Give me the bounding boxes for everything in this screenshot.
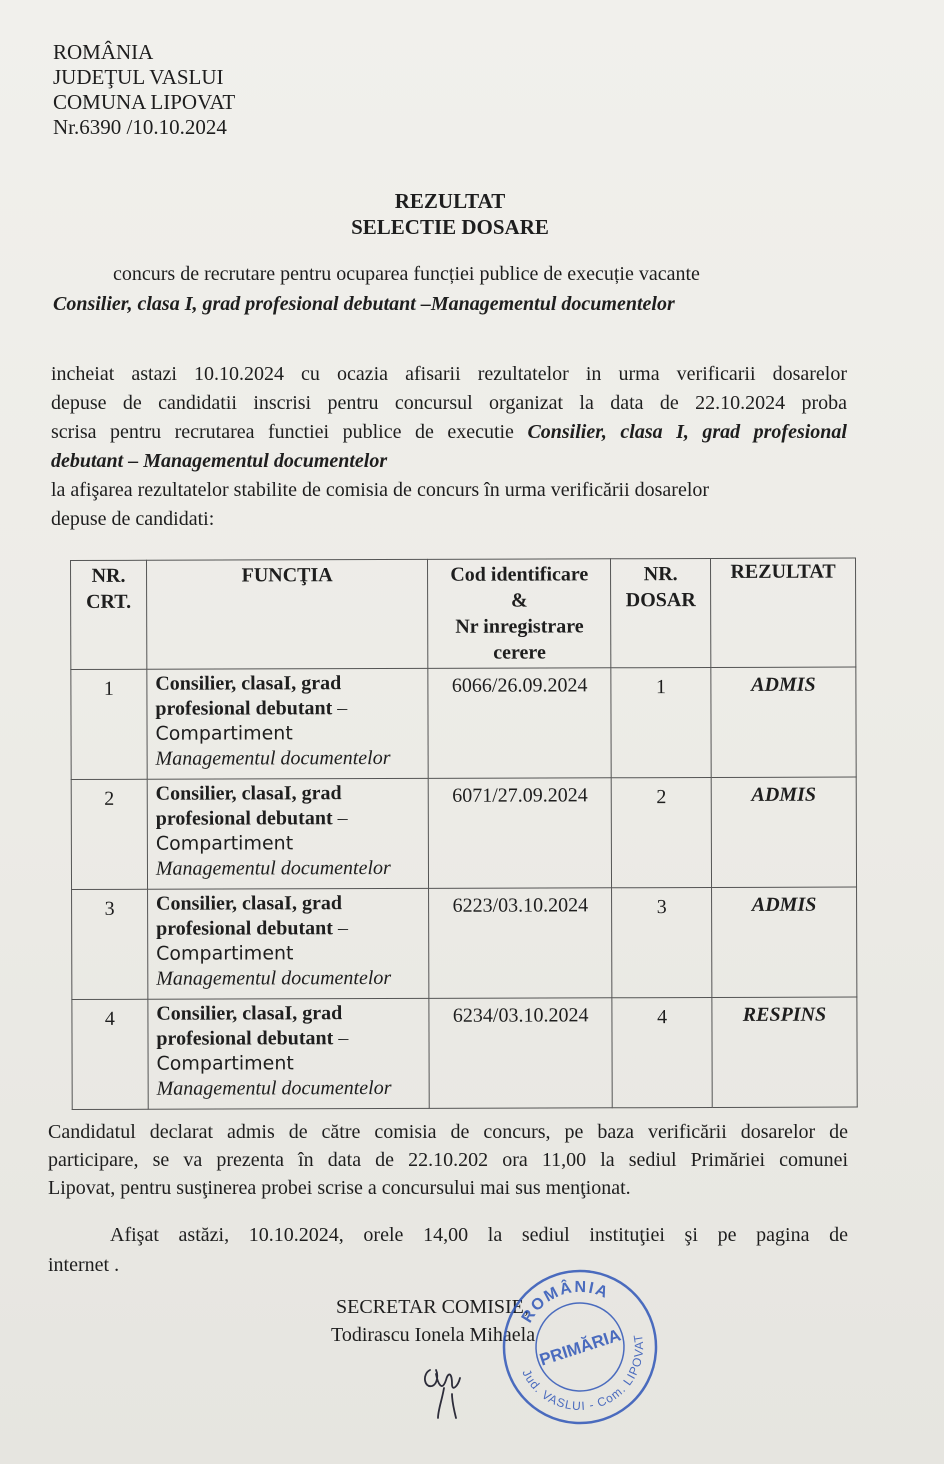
cell-nr-dosar: 4	[612, 997, 712, 1107]
header-rezultat: REZULTAT	[711, 558, 856, 667]
table-row	[72, 887, 857, 999]
signer-role: SECRETAR COMISIE,	[336, 1296, 529, 1318]
header-cod-identificare: Cod identificare & Nr inregistrare cerere	[428, 559, 611, 669]
handwritten-signature	[408, 1340, 488, 1420]
results-table	[70, 558, 858, 1110]
paragraph-line	[51, 418, 847, 447]
intro-position: Consilier, clasa I, grad profesional debutant –Managementul documentelor	[53, 293, 675, 315]
header-county: JUDEŢUL VASLUI	[53, 65, 224, 89]
posting-line: internet .	[48, 1254, 120, 1276]
cell-nr-crt: 4	[72, 999, 148, 1109]
cell-nr-dosar: 2	[611, 777, 711, 887]
cell-nr-dosar: 3	[612, 887, 712, 997]
table-row	[71, 667, 856, 779]
closing-line: Lipovat, pentru susţinerea probei scrise a concursului mai sus menţionat.	[48, 1177, 631, 1199]
posting-line: Afişat astăzi, 10.10.2024, orele 14,00 la sediul instituţiei şi pe pagina de	[110, 1224, 848, 1246]
cell-rezultat: RESPINS	[712, 997, 857, 1107]
cell-cod: 6223/03.10.2024	[429, 888, 612, 999]
paragraph-position-bold: debutant – Managementul documentelor	[51, 450, 388, 472]
header-nr-dosar: NR. DOSAR	[611, 558, 711, 667]
cell-cod: 6066/26.09.2024	[428, 668, 611, 779]
posting-notice	[48, 1220, 848, 1280]
closing-paragraph	[48, 1118, 848, 1202]
intro-text: concurs de recrutare pentru ocuparea funcției publice de execuție vacante	[113, 263, 700, 285]
paragraph-text: scrisa pentru recrutarea functiei publice de executie	[51, 421, 514, 443]
document-title: REZULTAT	[394, 189, 506, 213]
table-header-row	[71, 558, 856, 669]
stamp-center-text: PRIMĂRIA	[537, 1325, 624, 1370]
paragraph-position-bold: Consilier, clasa I, grad profesional	[527, 421, 847, 443]
cell-functia: Consilier, clasaI, grad profesional debutant – Compartiment Managementul documentelor	[147, 888, 429, 999]
cell-nr-crt: 1	[71, 669, 147, 779]
header-registration-number: Nr.6390 /10.10.2024	[53, 115, 227, 139]
cell-rezultat: ADMIS	[712, 887, 857, 997]
cell-nr-crt: 2	[71, 779, 147, 889]
header-nr-crt: NR. CRT.	[71, 560, 147, 669]
signer-name: Todirascu Ionela Mihaela	[331, 1324, 536, 1346]
cell-nr-crt: 3	[72, 889, 148, 999]
cell-functia: Consilier, clasaI, grad profesional debutant – Compartiment Managementul documentelor	[147, 778, 429, 889]
closing-line: Candidatul declarat admis de către comisia de concurs, pe baza verificării dosarelor de	[48, 1121, 848, 1143]
table-row	[72, 997, 857, 1109]
document-header	[53, 40, 235, 140]
header-commune: COMUNA LIPOVAT	[53, 90, 236, 114]
official-stamp	[495, 1262, 665, 1432]
cell-functia: Consilier, clasaI, grad profesional debutant – Compartiment Managementul documentelor	[148, 998, 430, 1109]
header-country: ROMÂNIA	[53, 40, 154, 64]
paragraph-line: incheiat astazi 10.10.2024 cu ocazia afisarii rezultatelor in urma verificarii dosarelor	[51, 363, 847, 385]
minutes-paragraph	[51, 360, 847, 534]
header-functia: FUNCŢIA	[146, 559, 428, 669]
table-row	[71, 777, 856, 889]
cell-cod: 6071/27.09.2024	[429, 778, 612, 889]
cell-rezultat: ADMIS	[711, 667, 856, 777]
document-subtitle: SELECTIE DOSARE	[351, 215, 549, 239]
cell-cod: 6234/03.10.2024	[429, 998, 612, 1109]
paragraph-line: depuse de candidatii inscrisi pentru concursul organizat la data de 22.10.2024 proba	[51, 392, 847, 414]
paragraph-line: depuse de candidati:	[51, 508, 215, 530]
closing-line: participare, se va prezenta în data de 22.10.202 ora 11,00 la sediul Primăriei comunei	[48, 1149, 848, 1171]
cell-nr-dosar: 1	[611, 667, 711, 777]
cell-rezultat: ADMIS	[711, 777, 856, 887]
paragraph-line: la afişarea rezultatelor stabilite de comisia de concurs în urma verificării dosarelor	[51, 479, 710, 501]
stamp-bottom-text: Jud. VASLUI - Com. LIPOVAT	[519, 1332, 647, 1414]
cell-functia: Consilier, clasaI, grad profesional debutant – Compartiment Managementul documentelor	[147, 668, 429, 779]
stamp-top-text: ROMÂNIA	[518, 1278, 612, 1326]
